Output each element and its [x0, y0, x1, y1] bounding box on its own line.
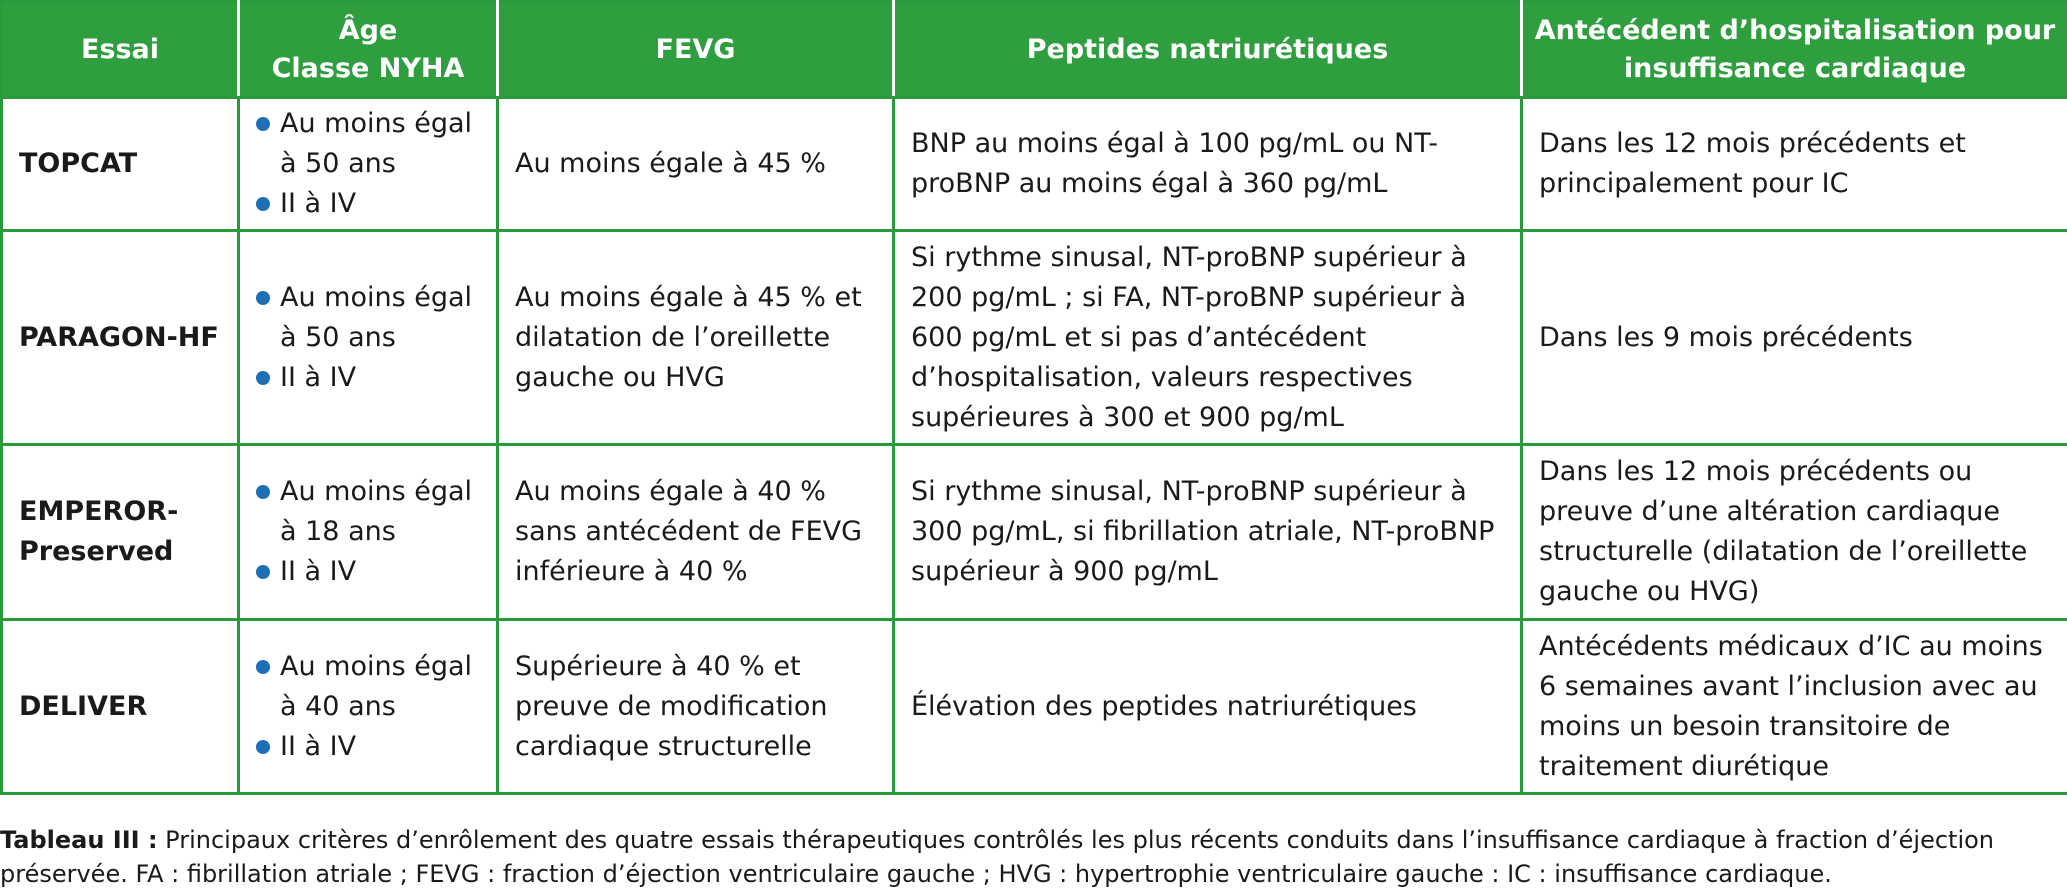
hospitalisation-cell: Dans les 12 mois précédents et principalement pour IC: [1522, 98, 2067, 231]
header-hospitalisation: [1522, 2, 2067, 98]
caption-label: Tableau III :: [0, 826, 158, 854]
header-hosp-line2: insuffisance cardiaque: [1623, 52, 1967, 84]
list-item: [256, 552, 482, 592]
nyha-value: II à IV: [280, 730, 357, 762]
header-age-nyha: [239, 2, 498, 98]
bullet-icon: [256, 485, 270, 499]
list-item: [256, 647, 482, 727]
header-nyha: Classe NYHA: [271, 52, 465, 84]
age-nyha-list: [256, 278, 482, 398]
bullet-icon: [256, 371, 270, 385]
header-row: [2, 2, 2067, 98]
table-row: [2, 231, 2067, 445]
bullet-icon: [256, 197, 270, 211]
bullet-icon: [256, 291, 270, 305]
age-nyha-cell: [239, 620, 498, 794]
header-age: Âge: [338, 14, 398, 46]
list-item: [256, 104, 482, 184]
list-item: [256, 278, 482, 358]
age-nyha-cell: [239, 445, 498, 620]
age-value: Au moins égal à 18 ans: [280, 476, 473, 547]
age-nyha-cell: [239, 231, 498, 445]
table-row: [2, 445, 2067, 620]
peptides-cell: BNP au moins égal à 100 pg/mL ou NT-proBNP au moins égal à 360 pg/mL: [894, 98, 1522, 231]
bullet-icon: [256, 117, 270, 131]
hospitalisation-cell: Dans les 9 mois précédents: [1522, 231, 2067, 445]
header-peptides: Peptides natriurétiques: [894, 2, 1522, 98]
age-value: Au moins égal à 50 ans: [280, 281, 473, 353]
hospitalisation-cell: Antécédents médicaux d’IC au moins 6 semaines avant l’inclusion avec au moins un besoin transitoire de traitement diurétique: [1522, 620, 2067, 794]
nyha-value: II à IV: [280, 556, 357, 587]
fevg-cell: Supérieure à 40 % et preuve de modification cardiaque structurelle: [498, 620, 894, 794]
age-nyha-list: [256, 104, 482, 224]
bullet-icon: [256, 565, 270, 579]
header-hosp-line1: Antécédent d’hospitalisation pour: [1534, 14, 2056, 46]
age-value: Au moins égal à 50 ans: [280, 108, 473, 179]
table-row: [2, 98, 2067, 231]
trial-name: TOPCAT: [2, 98, 239, 231]
hospitalisation-cell: Dans les 12 mois précédents ou preuve d’une altération cardiaque structurelle (dilatation de l’oreillette gauche ou HVG): [1522, 445, 2067, 620]
age-nyha-list: [256, 647, 482, 767]
list-item: [256, 727, 482, 767]
list-item: [256, 358, 482, 398]
header-fevg: FEVG: [498, 2, 894, 98]
peptides-cell: Élévation des peptides natriurétiques: [894, 620, 1522, 794]
list-item: [256, 184, 482, 224]
fevg-cell: Au moins égale à 40 % sans antécédent de FEVG inférieure à 40 %: [498, 445, 894, 620]
age-nyha-cell: [239, 98, 498, 231]
table-caption: [0, 823, 2067, 891]
bullet-icon: [256, 740, 270, 754]
bullet-icon: [256, 660, 270, 674]
table-row: [2, 620, 2067, 794]
trial-name: DELIVER: [2, 620, 239, 794]
trial-name: PARAGON-HF: [2, 231, 239, 445]
nyha-value: II à IV: [280, 188, 357, 219]
peptides-cell: Si rythme sinusal, NT-proBNP supérieur à 200 pg/mL ; si FA, NT-proBNP supérieur à 600 pg/mL et si pas d’antécédent d’hospitalisation, valeurs respectives supérieures à 300 et 900 pg/mL: [894, 231, 1522, 445]
fevg-cell: Au moins égale à 45 % et dilatation de l’oreillette gauche ou HVG: [498, 231, 894, 445]
trial-name: EMPEROR-Preserved: [2, 445, 239, 620]
nyha-value: II à IV: [280, 361, 357, 393]
peptides-cell: Si rythme sinusal, NT-proBNP supérieur à 300 pg/mL, si fibrillation atriale, NT-proBNP supérieur à 900 pg/mL: [894, 445, 1522, 620]
age-nyha-list: [256, 472, 482, 592]
caption-text: Principaux critères d’enrôlement des quatre essais thérapeutiques contrôlés les plus récents conduits dans l’insuffisance cardiaque à fraction d’éjection préservée. FA : fibrillation atriale ; FEVG : fraction d’éjection ventriculaire gauche ; HVG : hypertrophie ventriculaire gauche : IC : insuffisance cardiaque.: [0, 826, 1995, 888]
list-item: [256, 472, 482, 552]
fevg-cell: Au moins égale à 45 %: [498, 98, 894, 231]
age-value: Au moins égal à 40 ans: [280, 650, 473, 722]
header-essai: Essai: [2, 2, 239, 98]
